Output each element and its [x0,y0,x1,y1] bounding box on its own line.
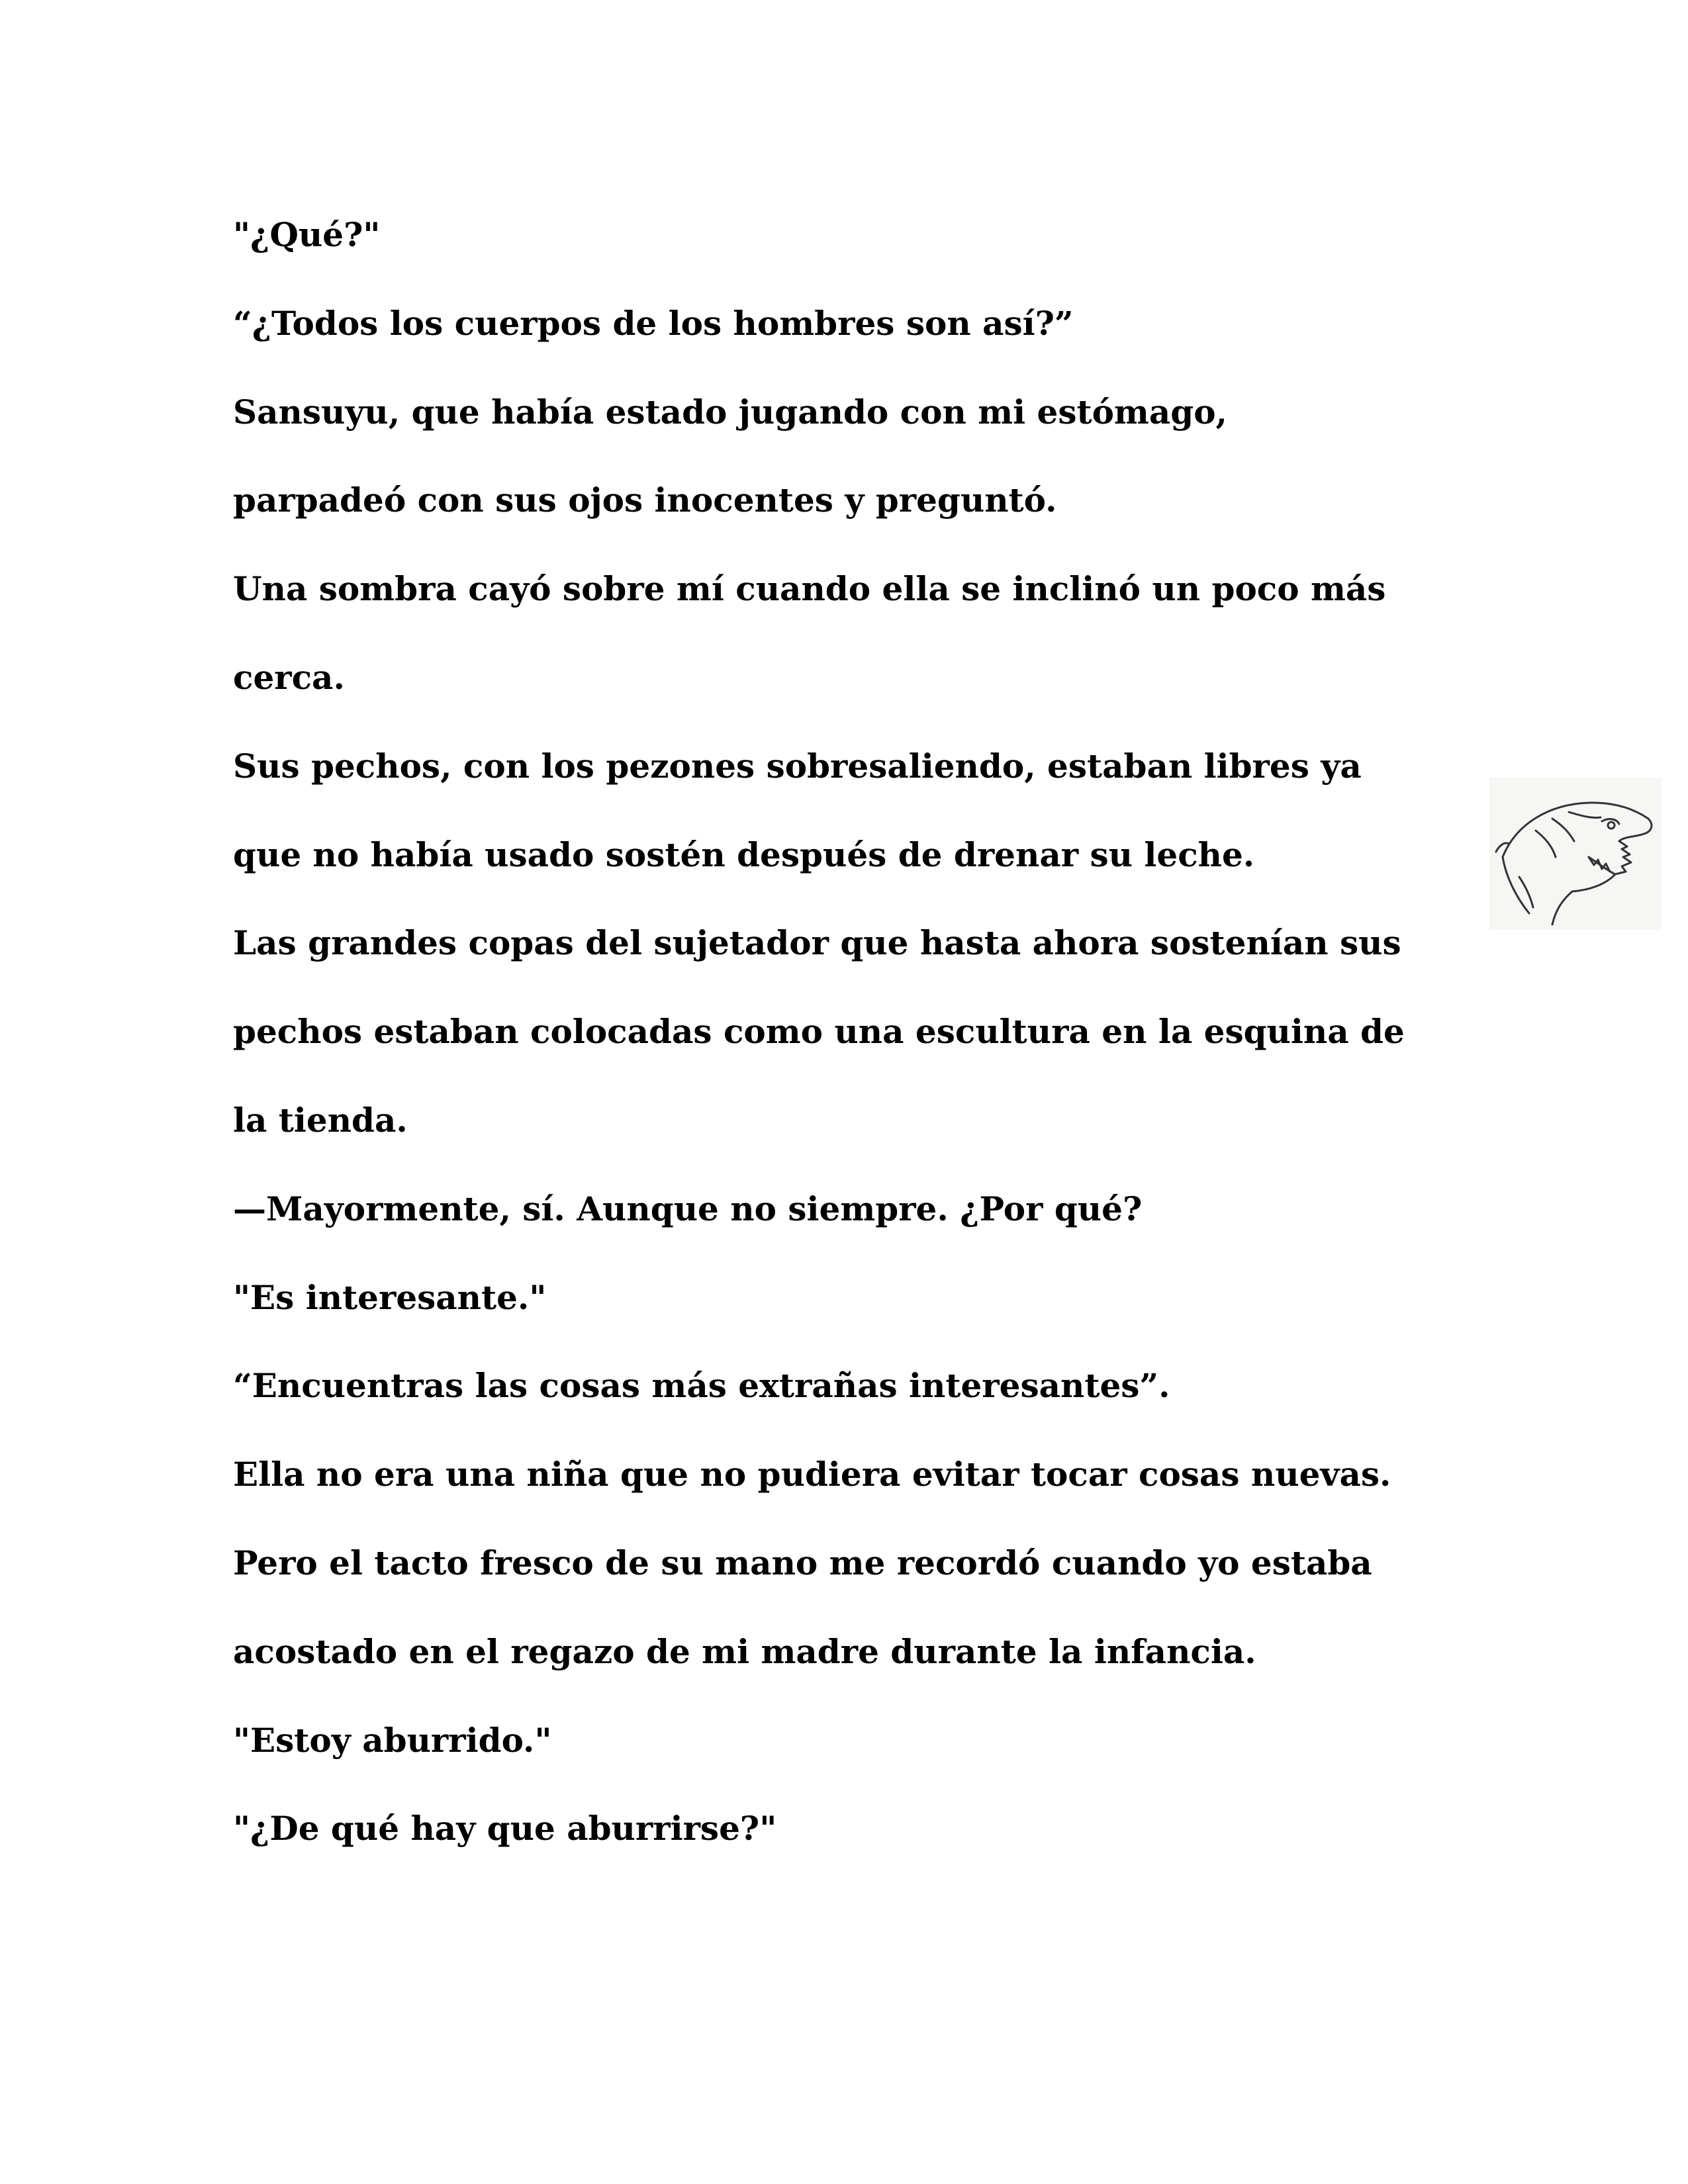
text-line: acostado en el regazo de mi madre durante la infancia. [233,1631,1256,1671]
text-line: la tienda. [233,1100,408,1140]
text-line: “¿Todos los cuerpos de los hombres son así?” [233,303,1074,343]
text-line: parpadeó con sus ojos inocentes y preguntó. [233,480,1057,520]
text-line: “Encuentras las cosas más extrañas interesantes”. [233,1366,1170,1406]
text-line: Sansuyu, que había estado jugando con mi estómago, [233,392,1227,432]
text-line: Ella no era una niña que no pudiera evitar tocar cosas nuevas. [233,1455,1391,1494]
text-line: Sus pechos, con los pezones sobresaliendo, estaban libres ya [233,746,1362,786]
text-line: "¿De qué hay que aburrirse?" [233,1809,777,1848]
body-text [233,191,1477,1873]
text-line: "Es interesante." [233,1277,547,1317]
text-line: —Mayormente, sí. Aunque no siempre. ¿Por qué? [233,1189,1143,1228]
dinosaur-head-icon [1489,778,1662,930]
text-line: Las grandes copas del sujetador que hasta ahora sostenían sus [233,923,1401,963]
text-line: Una sombra cayó sobre mí cuando ella se inclinó un poco más [233,569,1386,609]
text-line: cerca. [233,657,345,697]
text-line: que no había usado sostén después de drenar su leche. [233,835,1255,874]
text-line: "¿Qué?" [233,215,381,254]
text-line: pechos estaban colocadas como una escultura en la esquina de [233,1012,1405,1052]
text-line: "Estoy aburrido." [233,1720,552,1760]
text-line: Pero el tacto fresco de su mano me recordó cuando yo estaba [233,1543,1372,1582]
